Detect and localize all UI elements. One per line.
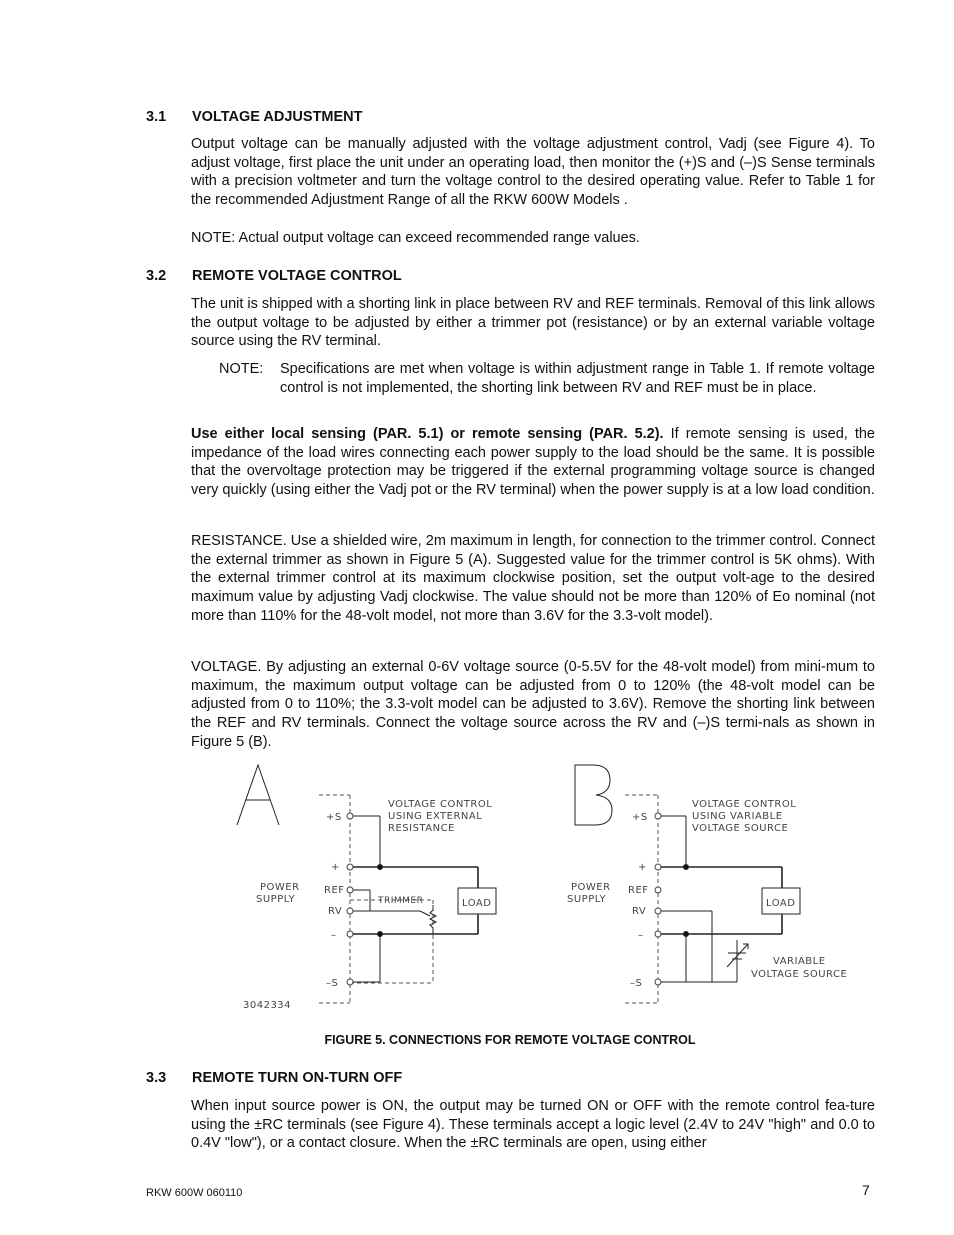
paragraph: Output voltage can be manually adjusted with the voltage adjustment control, Vadj (see Figure 4). To adjust voltage, first place the unit under an operating load, then monitor the (+)S and (–)S Sense terminals with a precision voltmeter and turn the voltage control to the desired operating value. Refer to Table 1 for the recommended Adjustment Range of all the RKW 600W Models .: [191, 136, 875, 209]
ctrl-label: VOLTAGE CONTROL: [388, 799, 493, 810]
section-title: REMOTE TURN ON-TURN OFF: [192, 1070, 403, 1086]
paragraph: VOLTAGE. By adjusting an external 0-6V voltage source (0-5.5V for the 48-volt model) from mini-mum to maximum, the maximum output voltage can be adjusted from 0 to 120% (the 48-volt model can be adjusted from 0 to 110%; the 3.3-volt model can be adjusted to 3.6V). Remove the shorting link between the REF and RV terminals. Connect the voltage source across the RV and (–)S termi-nals as shown in Figure 5 (B).: [191, 659, 875, 750]
terminal-label: +S: [326, 812, 342, 823]
ps-label: POWER: [571, 882, 611, 893]
paragraph: When input source power is ON, the output may be turned ON or OFF with the remote control fea-ture using the ±RC terminals (see Figure 4). These terminals accept a logic level (2.4V to 24V "high" and 0.0 to 0.4V "low"), or a contact closure. When the ±RC terminals are open, using either: [191, 1098, 875, 1152]
terminal-label: –: [638, 930, 644, 941]
paragraph-text: If remote sensing is used, the impedance of the load wires connecting each power supply to the load should be the same. It is possible that the overvoltage protection may be triggered if the external programming voltage source is changed very quickly (using either the Vadj pot or the RV terminal) when the power supply is at a low load condition.: [191, 426, 875, 499]
bold-lead: Use either local sensing (PAR. 5.1) or remote sensing (PAR. 5.2).: [191, 426, 664, 442]
load-label: LOAD: [462, 898, 492, 909]
section-number: 3.3: [146, 1070, 167, 1086]
ps-label: SUPPLY: [567, 894, 607, 905]
terminal-label: RV: [328, 906, 343, 917]
letter-a-glyph: [237, 765, 279, 825]
trimmer-label: TRIMMER: [378, 896, 424, 906]
ps-label: SUPPLY: [256, 894, 296, 905]
note: NOTE: Actual output voltage can exceed recommended range values.: [191, 230, 640, 246]
terminal-label: REF: [324, 885, 345, 896]
terminal-label: +: [638, 862, 647, 873]
ctrl-label: RESISTANCE: [388, 823, 455, 834]
ctrl-label: USING EXTERNAL: [388, 811, 483, 822]
footer-doc-id: RKW 600W 060110: [146, 1187, 243, 1199]
section-number: 3.2: [146, 268, 167, 284]
terminal-label: –: [331, 930, 337, 941]
page-number: 7: [862, 1182, 870, 1198]
letter-b-glyph: [575, 765, 612, 825]
terminal-label: –S: [326, 978, 339, 989]
ctrl-label: VOLTAGE CONTROL: [692, 799, 797, 810]
terminal-label: +: [331, 862, 340, 873]
terminal-label: REF: [628, 885, 649, 896]
terminal-label: +S: [632, 812, 648, 823]
section-number: 3.1: [146, 109, 167, 125]
load-label: LOAD: [766, 898, 796, 909]
ps-label: POWER: [260, 882, 300, 893]
section-title: REMOTE VOLTAGE CONTROL: [192, 268, 402, 284]
figure-caption: FIGURE 5. CONNECTIONS FOR REMOTE VOLTAGE CONTROL: [324, 1033, 696, 1047]
note-label: NOTE:: [219, 361, 264, 377]
section-title: VOLTAGE ADJUSTMENT: [192, 109, 363, 125]
terminal-label: –S: [630, 978, 643, 989]
ctrl-label: USING VARIABLE: [692, 811, 783, 822]
terminal-label: RV: [632, 906, 647, 917]
paragraph: RESISTANCE. Use a shielded wire, 2m maximum in length, for connection to the trimmer control. Connect the external trimmer as shown in Figure 5 (A). Suggested value for the trimmer control is 5K ohms). With the external trimmer control at its maximum clockwise position, set the output volt-age to the desired maximum value by adjusting Vadj clockwise. The value should not be more than 120% of Eo nominal (not more than 110% for the 48-volt model, not more than 3.6V for the 3.3-volt model).: [191, 533, 875, 624]
vs-label: VARIABLE: [773, 956, 826, 967]
ctrl-label: VOLTAGE SOURCE: [692, 823, 789, 834]
note-text: Specifications are met when voltage is within adjustment range in Table 1. If remote voltage control is not implemented, the shorting link between RV and REF must be in place.: [280, 361, 875, 396]
drawing-number: 3042334: [243, 1000, 292, 1011]
paragraph: The unit is shipped with a shorting link in place between RV and REF terminals. Removal of this link allows the output voltage to be adjusted by either a trimmer pot (resistance) or by an external variable voltage source using the RV terminal.: [191, 296, 875, 350]
vs-label: VOLTAGE SOURCE: [751, 969, 848, 980]
